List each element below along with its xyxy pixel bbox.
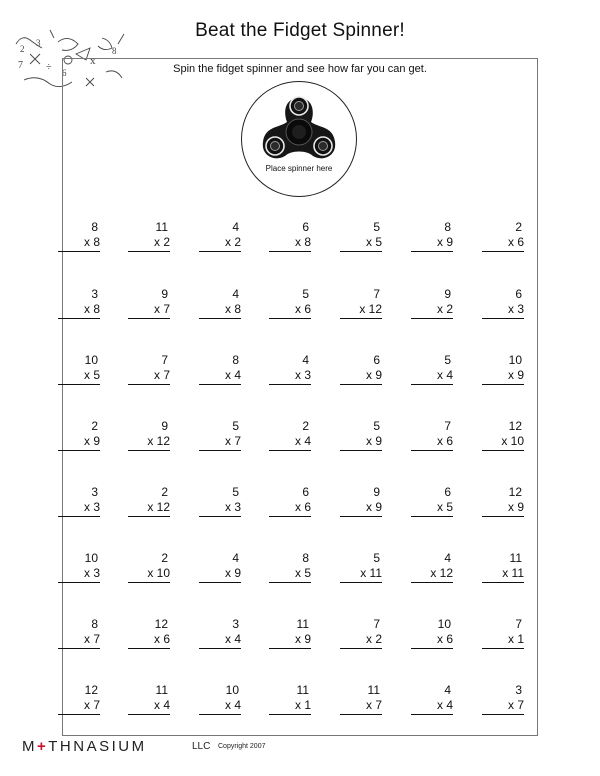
problem-top-number: 3 [91, 485, 98, 499]
problem-multiplier: x 9 [269, 632, 311, 649]
problem-item [199, 220, 241, 252]
problem-multiplier: x 9 [482, 500, 524, 517]
problem-top-number: 7 [161, 353, 168, 367]
problem-multiplier: x 6 [269, 500, 311, 517]
problem-item [269, 683, 311, 715]
problem-multiplier: x 9 [482, 368, 524, 385]
problem-top-number: 6 [373, 353, 380, 367]
problem-top-number: 6 [444, 485, 451, 499]
problem-item [199, 551, 241, 583]
problem-multiplier: x 9 [58, 434, 100, 451]
problem-top-number: 4 [232, 220, 239, 234]
problem-item [411, 551, 453, 583]
problem-item [128, 551, 170, 583]
problem-multiplier: x 1 [269, 698, 311, 715]
problem-item [482, 353, 524, 385]
problem-top-number: 5 [373, 419, 380, 433]
problem-item [411, 683, 453, 715]
problem-item [269, 419, 311, 451]
problem-item [411, 220, 453, 252]
problem-multiplier: x 6 [269, 302, 311, 319]
problem-item [199, 617, 241, 649]
problem-multiplier: x 4 [128, 698, 170, 715]
problem-multiplier: x 5 [269, 566, 311, 583]
problem-item [269, 287, 311, 319]
problem-item [340, 551, 382, 583]
problem-multiplier: x 8 [58, 235, 100, 252]
problem-top-number: 7 [444, 419, 451, 433]
problem-multiplier: x 12 [340, 302, 382, 319]
problem-top-number: 10 [508, 353, 522, 367]
llc-label: LLC [192, 741, 211, 752]
problem-multiplier: x 11 [482, 566, 524, 583]
spinner-caption: Place spinner here [265, 164, 333, 173]
problem-item [340, 485, 382, 517]
problem-top-number: 5 [232, 419, 239, 433]
problem-top-number: 8 [444, 220, 451, 234]
problem-multiplier: x 4 [269, 434, 311, 451]
problem-multiplier: x 6 [482, 235, 524, 252]
problem-multiplier: x 12 [411, 566, 453, 583]
problem-top-number: 5 [373, 551, 380, 565]
problem-item [340, 287, 382, 319]
problem-multiplier: x 7 [128, 368, 170, 385]
problem-multiplier: x 6 [411, 434, 453, 451]
problem-item [199, 485, 241, 517]
problem-top-number: 8 [91, 617, 98, 631]
problem-top-number: 12 [84, 683, 98, 697]
problem-multiplier: x 4 [199, 368, 241, 385]
problem-multiplier: x 6 [128, 632, 170, 649]
problem-multiplier: x 7 [128, 302, 170, 319]
problem-multiplier: x 8 [269, 235, 311, 252]
logo-text-end: THNASIUM [48, 738, 147, 755]
problem-item [128, 220, 170, 252]
problem-item [58, 617, 100, 649]
problem-multiplier: x 7 [199, 434, 241, 451]
problem-top-number: 10 [437, 617, 451, 631]
problem-item [482, 287, 524, 319]
problem-top-number: 10 [225, 683, 239, 697]
problem-item [340, 353, 382, 385]
problem-multiplier: x 4 [199, 632, 241, 649]
problem-multiplier: x 3 [199, 500, 241, 517]
problem-item [58, 287, 100, 319]
problem-multiplier: x 3 [58, 500, 100, 517]
problem-multiplier: x 9 [340, 500, 382, 517]
problem-top-number: 2 [91, 419, 98, 433]
problem-item [340, 683, 382, 715]
problem-multiplier: x 2 [411, 302, 453, 319]
problem-top-number: 2 [161, 551, 168, 565]
problem-multiplier: x 3 [269, 368, 311, 385]
problem-top-number: 9 [161, 287, 168, 301]
svg-text:8: 8 [112, 46, 117, 56]
problem-top-number: 8 [91, 220, 98, 234]
problem-top-number: 6 [515, 287, 522, 301]
problem-top-number: 4 [232, 287, 239, 301]
problem-multiplier: x 9 [411, 235, 453, 252]
problem-item [199, 287, 241, 319]
svg-text:6: 6 [62, 68, 67, 78]
problem-multiplier: x 3 [58, 566, 100, 583]
problem-item [199, 419, 241, 451]
problem-item [199, 683, 241, 715]
problem-multiplier: x 10 [128, 566, 170, 583]
problem-top-number: 10 [84, 551, 98, 565]
problem-item [58, 419, 100, 451]
svg-text:x: x [90, 55, 96, 67]
problem-top-number: 9 [373, 485, 380, 499]
logo-text-start: M [22, 738, 37, 755]
problem-top-number: 11 [296, 617, 309, 631]
problem-multiplier: x 11 [340, 566, 382, 583]
mathnasium-logo [22, 738, 147, 755]
problem-item [482, 683, 524, 715]
problem-item [411, 485, 453, 517]
problem-top-number: 7 [515, 617, 522, 631]
problem-multiplier: x 3 [482, 302, 524, 319]
problem-top-number: 3 [91, 287, 98, 301]
problem-multiplier: x 1 [482, 632, 524, 649]
problem-top-number: 4 [444, 683, 451, 697]
problem-multiplier: x 8 [199, 302, 241, 319]
problem-top-number: 10 [84, 353, 98, 367]
svg-text:2: 2 [20, 44, 25, 54]
problem-item [411, 617, 453, 649]
fidget-spinner-icon [242, 82, 356, 196]
problem-multiplier: x 9 [340, 434, 382, 451]
problem-multiplier: x 7 [58, 632, 100, 649]
problem-item [58, 683, 100, 715]
problem-multiplier: x 12 [128, 500, 170, 517]
problem-top-number: 2 [302, 419, 309, 433]
problem-item [58, 485, 100, 517]
problem-top-number: 8 [302, 551, 309, 565]
problem-top-number: 2 [161, 485, 168, 499]
problem-top-number: 4 [302, 353, 309, 367]
problem-top-number: 4 [232, 551, 239, 565]
problem-item [58, 220, 100, 252]
problem-top-number: 11 [155, 683, 168, 697]
problem-top-number: 7 [373, 287, 380, 301]
problem-top-number: 5 [373, 220, 380, 234]
problem-top-number: 11 [155, 220, 168, 234]
svg-text:÷: ÷ [46, 62, 52, 73]
problem-top-number: 4 [444, 551, 451, 565]
problem-top-number: 12 [154, 617, 168, 631]
problem-multiplier: x 5 [58, 368, 100, 385]
problem-item [269, 617, 311, 649]
copyright-text: Copyright 2007 [218, 743, 266, 750]
problem-item [340, 220, 382, 252]
problem-multiplier: x 9 [340, 368, 382, 385]
problem-top-number: 7 [373, 617, 380, 631]
problem-multiplier: x 9 [199, 566, 241, 583]
problem-top-number: 12 [508, 419, 522, 433]
svg-text:7: 7 [18, 60, 23, 71]
problem-item [411, 353, 453, 385]
problem-multiplier: x 10 [482, 434, 524, 451]
problem-item [411, 287, 453, 319]
problem-item [269, 485, 311, 517]
problem-multiplier: x 2 [340, 632, 382, 649]
problem-top-number: 9 [161, 419, 168, 433]
problem-top-number: 11 [367, 683, 380, 697]
problem-top-number: 5 [232, 485, 239, 499]
problem-item [128, 683, 170, 715]
problem-multiplier: x 2 [128, 235, 170, 252]
problem-top-number: 2 [515, 220, 522, 234]
problem-item [128, 485, 170, 517]
problem-multiplier: x 8 [58, 302, 100, 319]
problem-multiplier: x 7 [58, 698, 100, 715]
logo-plus: + [37, 738, 49, 755]
problem-item [58, 551, 100, 583]
problem-top-number: 11 [509, 551, 522, 565]
problem-item [199, 353, 241, 385]
problem-multiplier: x 4 [199, 698, 241, 715]
problem-top-number: 6 [302, 220, 309, 234]
problem-item [482, 617, 524, 649]
problem-multiplier: x 4 [411, 698, 453, 715]
instructions-text: Spin the fidget spinner and see how far you can get. [173, 63, 427, 75]
problem-item [482, 485, 524, 517]
problem-item [269, 551, 311, 583]
problem-top-number: 3 [232, 617, 239, 631]
page-title: Beat the Fidget Spinner! [195, 20, 405, 41]
problem-item [128, 617, 170, 649]
problem-top-number: 6 [302, 485, 309, 499]
problem-multiplier: x 4 [411, 368, 453, 385]
problem-item [128, 287, 170, 319]
problem-item [128, 419, 170, 451]
problem-item [58, 353, 100, 385]
problem-top-number: 8 [232, 353, 239, 367]
problem-top-number: 5 [444, 353, 451, 367]
problem-multiplier: x 6 [411, 632, 453, 649]
problem-multiplier: x 7 [340, 698, 382, 715]
problem-item [482, 220, 524, 252]
problem-multiplier: x 7 [482, 698, 524, 715]
problem-item [482, 419, 524, 451]
problem-multiplier: x 5 [411, 500, 453, 517]
problem-item [411, 419, 453, 451]
problem-item [269, 353, 311, 385]
problem-multiplier: x 2 [199, 235, 241, 252]
problem-item [482, 551, 524, 583]
problem-top-number: 11 [296, 683, 309, 697]
problem-item [128, 353, 170, 385]
problem-top-number: 5 [302, 287, 309, 301]
problem-item [269, 220, 311, 252]
problem-item [340, 617, 382, 649]
problem-multiplier: x 12 [128, 434, 170, 451]
problem-multiplier: x 5 [340, 235, 382, 252]
problem-item [340, 419, 382, 451]
problem-top-number: 3 [515, 683, 522, 697]
problem-top-number: 9 [444, 287, 451, 301]
problem-top-number: 12 [508, 485, 522, 499]
svg-text:3: 3 [36, 38, 41, 48]
spinner-placement-circle [241, 81, 357, 197]
